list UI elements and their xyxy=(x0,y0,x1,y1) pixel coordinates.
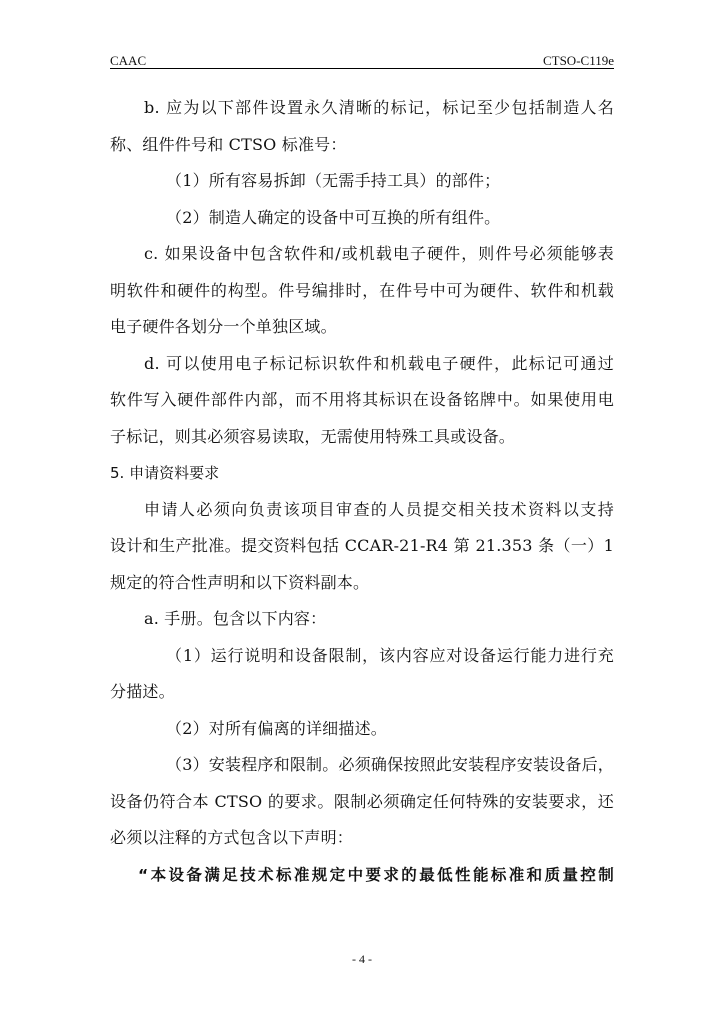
text-line: （2）对所有偏离的详细描述。 xyxy=(166,718,387,738)
text-line: 明软件和硬件的构型。件号编排时，在件号中可为硬件、软件和机载 xyxy=(110,280,614,300)
text-line: 设计和生产批准。提交资料包括 CCAR-21-R4 第 21.353 条（一）1 xyxy=(110,536,614,555)
text-line: a. 手册。包含以下内容： xyxy=(144,609,327,628)
text-line: d. 可以使用电子标记标识软件和机载电子硬件，此标记可通过 xyxy=(144,353,614,373)
section-heading: 5. 申请资料要求 xyxy=(110,464,220,482)
text-line: 软件写入硬件部件内部，而不用将其标识在设备铭牌中。如果使用电 xyxy=(110,390,614,409)
text-line: （1）运行说明和设备限制，该内容应对设备运行能力进行充 xyxy=(166,645,614,665)
header-left: CAAC xyxy=(110,53,147,68)
text-line: 申请人必须向负责该项目审查的人员提交相关技术资料以支持 xyxy=(144,499,614,519)
text-line: 分描述。 xyxy=(110,682,175,701)
page-number: - 4 - xyxy=(352,952,372,966)
text-line: 规定的符合性声明和以下资料副本。 xyxy=(110,572,370,592)
text-line: （2）制造人确定的设备中可互换的所有组件。 xyxy=(166,207,501,227)
text-line: 必须以注释的方式包含以下声明： xyxy=(110,828,354,847)
header-rule xyxy=(110,68,614,69)
statement-line: “本设备满足技术标准规定中要求的最低性能标准和质量控制 xyxy=(138,865,614,884)
page-header xyxy=(110,50,614,70)
text-line: 设备仍符合本 CTSO 的要求。限制必须确定任何特殊的安装要求，还 xyxy=(110,791,614,811)
text-line: 称、组件件号和 CTSO 标准号： xyxy=(110,134,347,154)
text-line: 子标记，则其必须容易读取，无需使用特殊工具或设备。 xyxy=(110,426,516,446)
text-line: c. 如果设备中包含软件和/或机载电子硬件，则件号必须能够表 xyxy=(144,244,614,263)
text-line: （3）安装程序和限制。必须确保按照此安装程序安装设备后， xyxy=(166,755,614,774)
document-body xyxy=(110,90,614,893)
text-line: b. 应为以下部件设置永久清晰的标记，标记至少包括制造人名 xyxy=(144,98,614,117)
header-right: CTSO-C119e xyxy=(542,53,614,68)
text-line: 电子硬件各划分一个单独区域。 xyxy=(110,317,337,336)
text-line: （1）所有容易拆卸（无需手持工具）的部件； xyxy=(166,171,501,190)
